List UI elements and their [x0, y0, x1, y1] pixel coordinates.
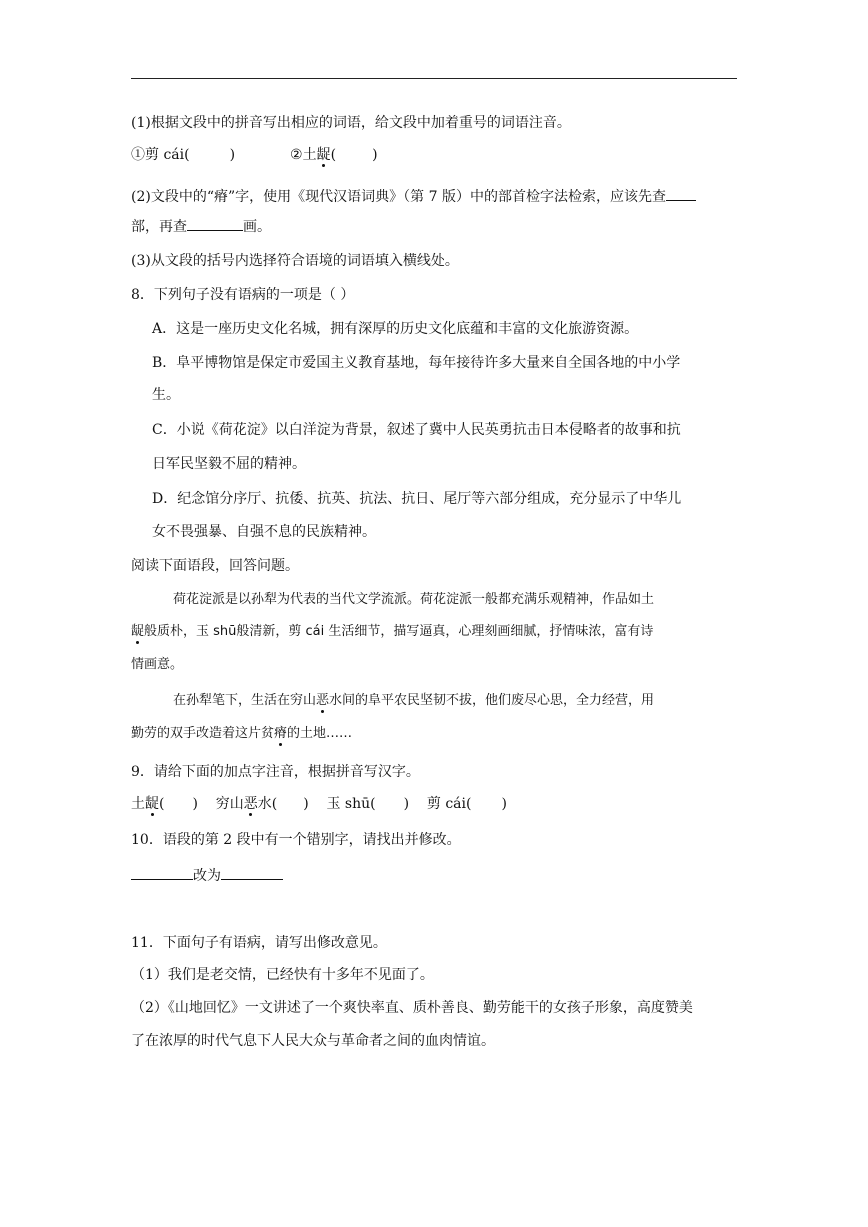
item-soil-close: ) [372, 147, 378, 163]
question-8-option-c-line2: 日军民坚毅不屈的精神。 [152, 456, 306, 472]
question-11-stem: 11．下面句子有语病，请写出修改意见。 [131, 935, 387, 951]
header-rule [131, 78, 737, 79]
sub2-text-b: 画。 [243, 219, 271, 235]
passage-p2-line2 [131, 726, 352, 742]
passage-text: 在孙犁笔下，生活在穷山 [173, 693, 317, 708]
emphasized-char: 瘠 [274, 726, 288, 741]
question-8-stem: 8．下列句子没有语病的一项是（ ） [131, 287, 355, 303]
item-cut-prefix: ①剪 cái( [131, 147, 190, 163]
item-soil-prefix: ②土 [290, 147, 317, 163]
emphasized-char: 龊 [131, 624, 145, 639]
q9-text: 水( [257, 796, 278, 812]
answer-blank[interactable] [221, 866, 283, 880]
question-8-option-d-line1: D．纪念馆分序厅、抗倭、抗英、抗法、抗日、尾厅等六部分组成，充分显示了中华儿 [152, 491, 682, 507]
sub2-text: (2)文段中的“瘠”字，使用《现代汉语词典》（第 7 版）中的部首检字法检索，应该先查 [131, 189, 666, 205]
q9-text: ) [501, 796, 507, 812]
passage-p1-line3: 情画意。 [131, 657, 184, 672]
question-7-sub3: (3)从文段的括号内选择符合语境的词语填入横线处。 [131, 253, 459, 269]
passage-text: 般质朴，玉 shū般清新，剪 cái 生活细节，描写逼真，心理刻画细腻，抒情味浓，富有诗 [144, 624, 654, 639]
passage-text: 的土地…… [287, 726, 353, 741]
question-8-option-b-line1: B．阜平博物馆是保定市爱国主义教育基地，每年接待许多大量来自全国各地的中小学 [152, 355, 681, 371]
question-8-option-a: A．这是一座历史文化名城，拥有深厚的历史文化底蕴和丰富的文化旅游资源。 [152, 321, 639, 337]
q9-text: ) 剪 cái( [403, 796, 472, 812]
question-7-sub2-line1 [131, 187, 696, 205]
passage-p2-line1 [173, 693, 654, 709]
question-8-option-d-line2: 女不畏强暴、自强不息的民族精神。 [152, 524, 376, 540]
question-11-item2-line1: （2）《山地回忆》一文讲述了一个爽快率直、质朴善良、勤劳能干的女孩子形象，高度赞美 [131, 1000, 693, 1016]
question-10-answer [131, 866, 283, 884]
item-soil-suffix: ( [330, 147, 337, 163]
question-8-option-c-line1: C．小说《荷花淀》以白洋淀为背景，叙述了冀中人民英勇抗击日本侵略者的故事和抗 [152, 422, 681, 438]
q9-text: ( [159, 796, 165, 812]
question-7-sub1-items [131, 147, 378, 163]
answer-blank[interactable] [131, 866, 193, 880]
question-9-stem: 9．请给下面的加点字注音，根据拼音写汉字。 [131, 764, 420, 780]
emphasized-char: 恶 [316, 693, 330, 708]
q9-text: ) 穷山 [192, 796, 244, 812]
sub2-text-a: 部，再查 [131, 219, 187, 235]
passage-text: 水间的阜平农民坚韧不拔，他们废尽心思，全力经营，用 [329, 693, 655, 708]
q9-text: ) 玉 shū( [303, 796, 376, 812]
emphasized-char: 龊 [316, 147, 331, 163]
answer-blank[interactable] [666, 187, 696, 201]
question-9-items [131, 796, 507, 812]
reading-intro: 阅读下面语段，回答问题。 [131, 558, 299, 574]
passage-text: 勤劳的双手改造着这片贫 [131, 726, 275, 741]
emphasized-char: 恶 [243, 796, 258, 812]
question-11-item2-line2: 了在浓厚的时代气息下人民大众与革命者之间的血肉情谊。 [131, 1033, 495, 1049]
q10-mid-text: 改为 [193, 868, 221, 884]
question-10-stem: 10．语段的第 2 段中有一个错别字，请找出并修改。 [131, 832, 461, 848]
passage-p1-line1: 荷花淀派是以孙犁为代表的当代文学流派。荷花淀派一般都充满乐观精神，作品如土 [173, 592, 655, 607]
question-11-item1: （1）我们是老交情，已经快有十多年不见面了。 [131, 967, 434, 983]
question-7-sub1: (1)根据文段中的拼音写出相应的词语，给文段中加着重号的词语注音。 [131, 115, 571, 131]
item-cut-suffix: ) [229, 147, 236, 163]
question-8-option-b-line2: 生。 [152, 387, 180, 403]
answer-blank[interactable] [187, 217, 243, 231]
emphasized-char: 龊 [145, 796, 159, 812]
q9-text: 土 [131, 796, 145, 812]
passage-p1-line2 [131, 624, 653, 640]
question-7-sub2-line2 [131, 217, 271, 235]
